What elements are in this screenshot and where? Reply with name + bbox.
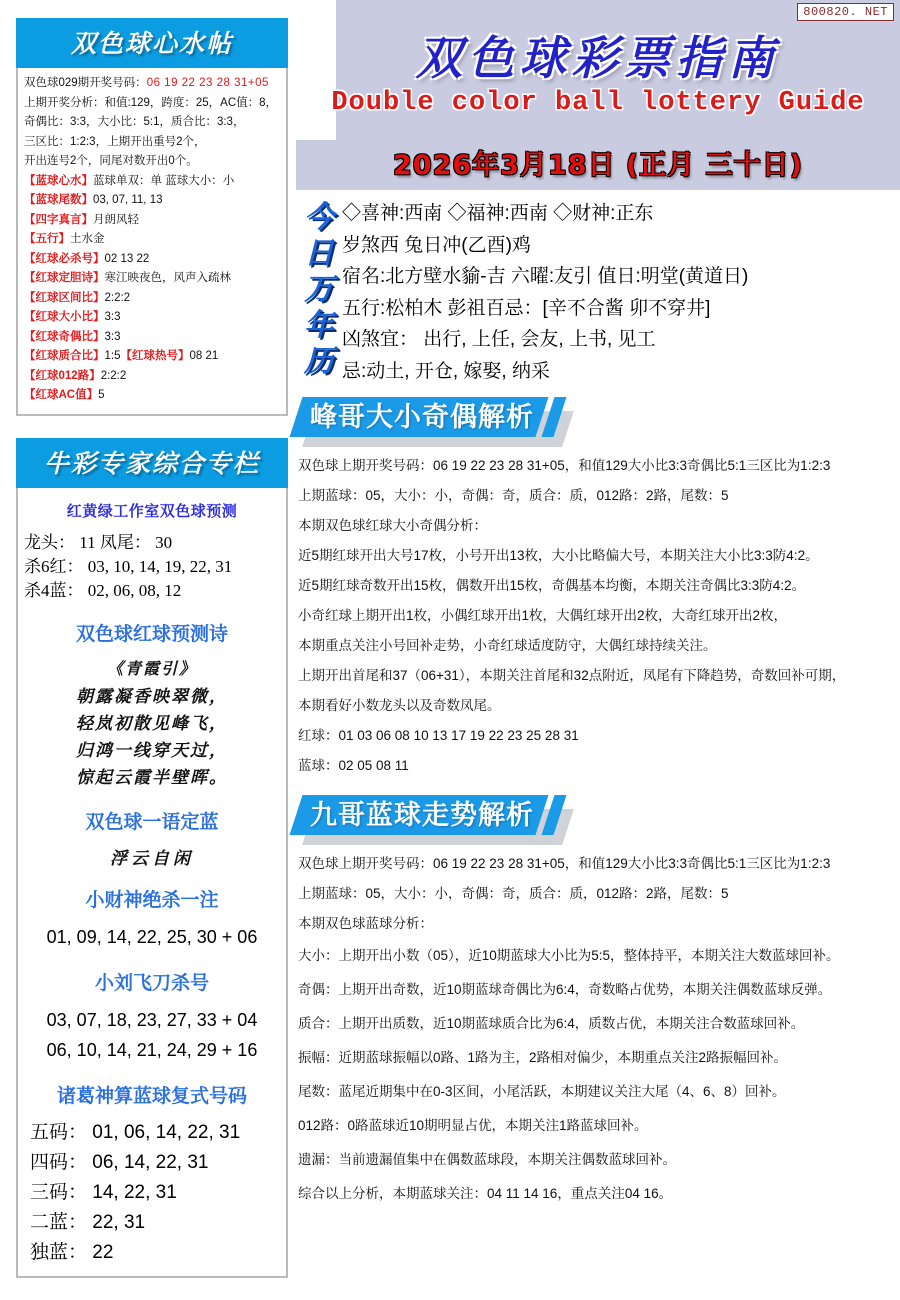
xiaoliu-value: 03, 07, 18, 23, 27, 33 + 04 xyxy=(46,1009,258,1030)
almanac-line: 宿名:北方壁水貐-吉 六曜:友引 值日:明堂(黄道日) xyxy=(342,266,749,287)
zhuge-row: 五码： 01, 06, 14, 22, 31 xyxy=(30,1121,241,1143)
body-line: 本期双色球红球大小奇偶分析： xyxy=(298,518,487,533)
banner-date: 2026年3月18日 (正月 三十日) xyxy=(393,150,803,181)
body-line: 本期看好小数龙头以及奇数凤尾。 xyxy=(298,698,501,713)
body-line: 双色球上期开奖号码：06 19 22 23 28 31+05，和值129大小比3:3奇偶比5:1三区比为1:2:3 xyxy=(298,856,831,871)
blue-ball-recommend: 蓝球：02 05 08 11 xyxy=(298,758,409,773)
xiaoliu-heading: 小刘飞刀杀号 xyxy=(94,971,209,994)
item-value: 1:5 xyxy=(104,350,121,362)
item-tag: 【红球定胆诗】 xyxy=(24,272,105,284)
item-value: 土水金 xyxy=(70,233,105,245)
blue-ball-final-recommend: 综合以上分析，本期蓝球关注：04 11 14 16，重点关注04 16。 xyxy=(298,1186,673,1201)
item-value: 3:3 xyxy=(104,311,121,323)
almanac-line: 忌:动土, 开仓, 嫁娶, 纳采 xyxy=(342,360,550,382)
zhuge-row: 独蓝： 22 xyxy=(30,1241,114,1263)
almanac-line: ◇喜神:西南 ◇福神:西南 ◇财神:正东 xyxy=(342,203,654,224)
item-value: 02 13 22 xyxy=(104,252,150,265)
item-row xyxy=(24,328,280,348)
item-row xyxy=(24,308,280,328)
poem-line: 归鸿一线穿天过， xyxy=(76,740,228,760)
panel-niucai-body xyxy=(16,488,288,1278)
item-value: 蓝球单双：单 蓝球大小：小 xyxy=(93,174,235,187)
draw-number-value: 06 19 22 23 28 31+05 xyxy=(146,77,269,89)
item-tag: 【红球奇偶比】 xyxy=(24,330,105,343)
item-row xyxy=(24,347,280,367)
item-tag: 【蓝球尾数】 xyxy=(24,194,93,206)
section-header-title: 峰哥大小奇偶解析 xyxy=(310,402,534,433)
item-row xyxy=(24,172,280,192)
zhuge-row: 三码： 14, 22, 31 xyxy=(30,1181,177,1203)
item-value: 3:3 xyxy=(104,330,121,343)
item-value: 5 xyxy=(98,389,105,401)
poem-heading: 双色球红球预测诗 xyxy=(75,622,228,645)
zhuge-row: 四码： 06, 14, 22, 31 xyxy=(30,1151,209,1173)
studio-kv-row: 杀6红： 03, 10, 14, 19, 22, 31 xyxy=(24,556,233,576)
panel-xinshuitie xyxy=(16,18,288,416)
item-value: 寒江映夜色，风声入疏林 xyxy=(104,272,231,284)
item-row xyxy=(24,191,280,211)
watermark-label: 800820. NET xyxy=(797,3,894,21)
item-tag: 【五行】 xyxy=(24,233,70,245)
poem-line: 轻岚初散见峰飞， xyxy=(76,713,228,733)
body-line: 奇偶：上期开出奇数，近10期蓝球奇偶比为6:4，奇数略占优势，本期关注偶数蓝球反弹。 xyxy=(298,982,832,997)
body-line: 上期开出首尾和37（06+31），本期关注首尾和32点附近，凤尾有下降趋势，奇数回补可期， xyxy=(298,668,846,683)
studio-kv-row: 龙头： 11 凤尾： 30 xyxy=(24,532,173,552)
panel-niucai-expert xyxy=(16,438,288,1278)
oneword-value: 浮云自闲 xyxy=(110,848,194,868)
almanac-lines xyxy=(342,198,900,387)
body-line: 近5期红球开出大号17枚，小号开出13枚，大小比略偏大号，本期关注大小比3:3防4:2。 xyxy=(298,548,819,563)
almanac-line: 凶煞宜： 出行, 上任, 会友, 上书, 见工 xyxy=(342,329,656,350)
section-header-fengge xyxy=(296,397,900,449)
item-row xyxy=(24,269,280,289)
body-line: 小奇红球上期开出1枚，小偶红球开出1枚，大偶红球开出2枚，大奇红球开出2枚， xyxy=(298,608,788,623)
panel-xinshuitie-body xyxy=(16,68,288,416)
item-row xyxy=(24,289,280,309)
item-row xyxy=(24,230,280,250)
poem-block xyxy=(24,656,280,791)
draw-number-label: 双色球029期开奖号码： xyxy=(24,77,147,89)
section-jiuge-body xyxy=(296,849,900,1211)
body-line: 遗漏：当前遗漏值集中在偶数蓝球段，本期关注偶数蓝球回补。 xyxy=(298,1152,676,1167)
right-column xyxy=(296,0,900,1211)
almanac-vertical-label: 今日万年历 xyxy=(304,200,334,379)
poem-title: 《青霞引》 xyxy=(106,660,197,678)
item-tag: 【蓝球心水】 xyxy=(24,174,93,187)
banner-title-cn: 双色球彩票指南 xyxy=(416,31,780,85)
item-tag-2: 【红球热号】 xyxy=(120,350,190,362)
main-banner xyxy=(296,0,900,190)
analysis-line-2: 奇偶比：3:3，大小比：5:1，质合比：3:3， xyxy=(24,116,245,128)
poem-line: 朝露凝香映翠微， xyxy=(76,686,228,706)
item-row xyxy=(24,367,280,387)
xiaocaishen-heading: 小财神绝杀一注 xyxy=(85,888,219,911)
item-row xyxy=(24,386,280,406)
analysis-line-3: 三区比：1:2:3，上期开出重号2个， xyxy=(24,135,206,148)
left-column xyxy=(16,18,288,1300)
zhuge-row: 二蓝： 22, 31 xyxy=(30,1211,146,1233)
oneword-heading: 双色球一语定蓝 xyxy=(85,810,219,833)
body-line: 尾数：蓝尾近期集中在0-3区间，小尾活跃，本期建议关注大尾（4、6、8）回补。 xyxy=(298,1084,786,1099)
red-ball-recommend: 红球：01 03 06 08 10 13 17 19 22 23 25 28 31 xyxy=(298,728,579,743)
item-tag: 【红球AC值】 xyxy=(24,389,99,401)
draw-number-line xyxy=(24,74,280,94)
body-line: 质合：上期开出质数，近10期蓝球质合比为6:4，质数占优，本期关注合数蓝球回补。 xyxy=(298,1016,805,1031)
almanac-line: 岁煞西 兔日冲(乙酉)鸡 xyxy=(342,234,531,256)
section-header-title: 九哥蓝球走势解析 xyxy=(310,800,534,831)
item-tag: 【红球大小比】 xyxy=(24,311,105,323)
xiaoliu-value: 06, 10, 14, 21, 24, 29 + 16 xyxy=(46,1039,258,1060)
almanac-line: 五行:松柏木 彭祖百忌：[辛不合酱 卯不穿井] xyxy=(342,297,711,319)
body-line: 本期双色球蓝球分析： xyxy=(298,916,433,931)
panel-niucai-header xyxy=(16,438,288,488)
body-line: 上期蓝球：05，大小：小，奇偶：奇，质合：质，012路：2路，尾数：5 xyxy=(298,488,729,503)
item-value: 03, 07, 11, 13 xyxy=(93,194,163,206)
item-value: 2:2:2 xyxy=(100,369,127,382)
panel-xinshuitie-title: 双色球心水帖 xyxy=(70,29,233,58)
panel-xinshuitie-header xyxy=(16,18,288,68)
banner-title-en: Double color ball lottery Guide xyxy=(331,88,865,118)
item-tag: 【四字真言】 xyxy=(24,213,93,226)
item-value-2: 08 21 xyxy=(189,350,219,362)
analysis-line-1: 上期开奖分析：和值:129，跨度：25，AC值：8， xyxy=(24,96,278,109)
item-value: 2:2:2 xyxy=(104,291,131,304)
zhuge-heading: 诸葛神算蓝球复式号码 xyxy=(56,1084,247,1107)
body-line: 012路：0路蓝球近10期明显占优，本期关注1路蓝球回补。 xyxy=(298,1118,648,1133)
body-line: 振幅：近期蓝球振幅以0路、1路为主，2路相对偏少，本期重点关注2路振幅回补。 xyxy=(298,1050,788,1065)
body-line: 近5期红球奇数开出15枚，偶数开出15枚，奇偶基本均衡，本期关注奇偶比3:3防4:2。 xyxy=(298,578,806,593)
item-tag: 【红球必杀号】 xyxy=(24,252,105,265)
item-row xyxy=(24,250,280,270)
analysis-line-4: 开出连号2个，同尾对数开出0个。 xyxy=(24,155,198,167)
body-line: 上期蓝球：05，大小：小，奇偶：奇，质合：质，012路：2路，尾数：5 xyxy=(298,886,729,901)
section-header-jiuge xyxy=(296,795,900,847)
studio-title: 红黄绿工作室双色球预测 xyxy=(66,501,238,520)
body-line: 本期重点关注小号回补走势，小奇红球适度防守，大偶红球持续关注。 xyxy=(298,638,717,653)
almanac-section xyxy=(296,190,900,391)
body-line: 双色球上期开奖号码：06 19 22 23 28 31+05，和值129大小比3:3奇偶比5:1三区比为1:2:3 xyxy=(298,458,831,473)
item-tag: 【红球012路】 xyxy=(24,369,101,382)
studio-kv-row: 杀4蓝： 02, 06, 08, 12 xyxy=(24,580,182,600)
item-value: 月朗风轻 xyxy=(93,213,139,226)
panel-niucai-title: 牛彩专家综合专栏 xyxy=(43,448,260,478)
item-tag: 【红球质合比】 xyxy=(24,350,105,362)
body-line: 大小：上期开出小数（05），近10期蓝球大小比为5:5，整体持平，本期关注大数蓝球回补。 xyxy=(298,948,840,963)
poem-line: 惊起云霞半壁晖。 xyxy=(76,767,228,787)
item-row xyxy=(24,211,280,231)
xiaocaishen-value: 01, 09, 14, 22, 25, 30 + 06 xyxy=(46,926,258,947)
section-fengge-body xyxy=(296,451,900,781)
item-tag: 【红球区间比】 xyxy=(24,291,105,304)
